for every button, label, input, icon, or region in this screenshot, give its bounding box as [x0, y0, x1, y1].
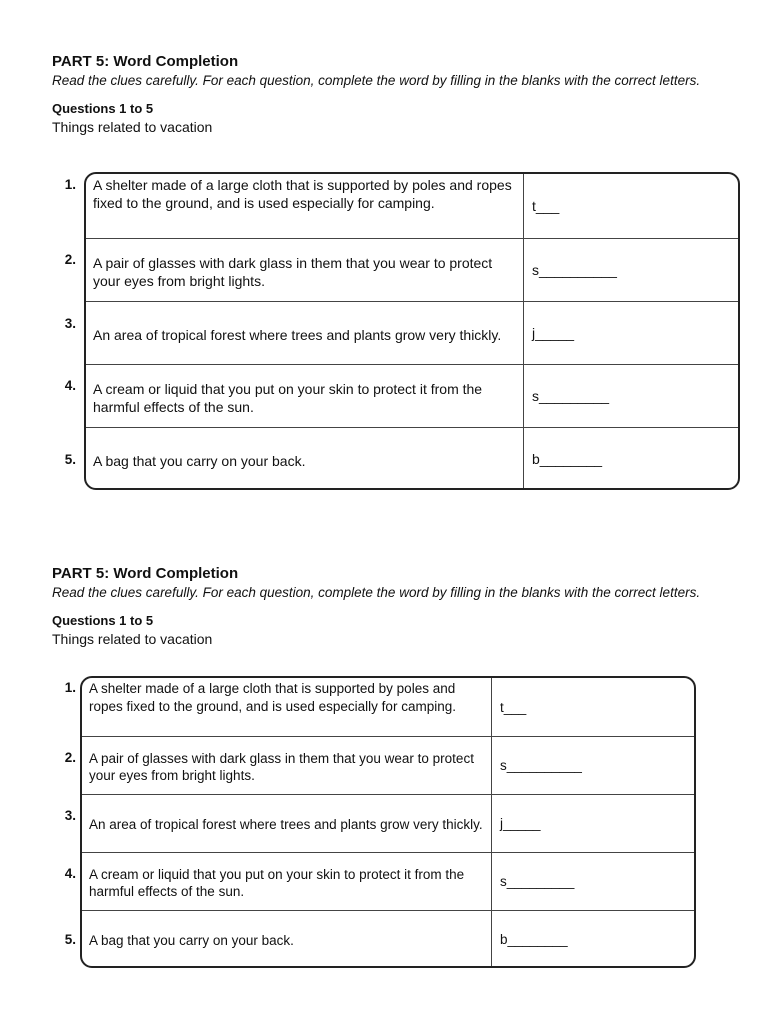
- clue-text: A cream or liquid that you put on your skin to protect it from the harmful effects of the sun.: [82, 853, 492, 910]
- word-completion-section-1: [52, 52, 752, 469]
- questions-heading: Questions 1 to 5: [52, 101, 154, 116]
- clue-text: A bag that you carry on your back.: [82, 911, 492, 968]
- clue-text: A pair of glasses with dark glass in them that you wear to protect your eyes from bright lights.: [82, 737, 492, 794]
- answer-field[interactable]: s_________: [532, 388, 610, 404]
- answer-field[interactable]: b________: [500, 932, 568, 947]
- clue-box: [84, 172, 740, 490]
- question-number: 3.: [64, 316, 76, 331]
- question-number: 4.: [64, 866, 76, 881]
- question-number: 4.: [64, 378, 76, 393]
- table-row: [86, 427, 738, 490]
- clue-text: A bag that you carry on your back.: [86, 428, 524, 490]
- answer-field[interactable]: s__________: [500, 758, 582, 773]
- answer-field[interactable]: j_____: [500, 816, 541, 831]
- part-title: PART 5: Word Completion: [52, 53, 239, 70]
- clue-text: A shelter made of a large cloth that is supported by poles and ropes fixed to the ground, and is used especially for camping.: [82, 678, 492, 736]
- question-number: 5.: [64, 932, 76, 947]
- question-number: 1.: [64, 680, 76, 695]
- clue-text: An area of tropical forest where trees and plants grow very thickly.: [86, 302, 524, 364]
- topic-label: Things related to vacation: [52, 119, 213, 135]
- question-number: 3.: [64, 808, 76, 823]
- table-row: [82, 852, 694, 910]
- table-row: [86, 301, 738, 364]
- table-row: [86, 364, 738, 427]
- answer-field[interactable]: j_____: [532, 325, 575, 341]
- clue-text: A shelter made of a large cloth that is supported by poles and ropes fixed to the ground, and is used especially for camping.: [86, 174, 524, 238]
- word-completion-section-2: [52, 564, 752, 949]
- answer-field[interactable]: s__________: [532, 262, 617, 278]
- question-number: 1.: [64, 177, 76, 192]
- table-row: [82, 910, 694, 968]
- table-row: [82, 678, 694, 736]
- topic-label: Things related to vacation: [52, 631, 213, 647]
- question-number: 2.: [64, 750, 76, 765]
- instructions: Read the clues carefully. For each question, complete the word by filling in the blanks with the correct letters.: [52, 73, 701, 88]
- part-title: PART 5: Word Completion: [52, 565, 239, 582]
- table-row: [86, 238, 738, 301]
- question-number: 2.: [64, 252, 76, 267]
- answer-field[interactable]: t___: [500, 699, 527, 715]
- clue-box: [80, 676, 696, 968]
- answer-field[interactable]: t___: [532, 198, 560, 214]
- instructions: Read the clues carefully. For each question, complete the word by filling in the blanks with the correct letters.: [52, 585, 701, 600]
- clue-text: A cream or liquid that you put on your skin to protect it from the harmful effects of the sun.: [86, 365, 524, 427]
- table-row: [82, 794, 694, 852]
- questions-heading: Questions 1 to 5: [52, 613, 154, 628]
- table-row: [86, 174, 738, 238]
- clue-text: An area of tropical forest where trees and plants grow very thickly.: [82, 795, 492, 852]
- answer-field[interactable]: s_________: [500, 874, 575, 889]
- answer-field[interactable]: b________: [532, 451, 603, 467]
- clue-text: A pair of glasses with dark glass in them that you wear to protect your eyes from bright lights.: [86, 239, 524, 301]
- table-row: [82, 736, 694, 794]
- question-number: 5.: [64, 452, 76, 467]
